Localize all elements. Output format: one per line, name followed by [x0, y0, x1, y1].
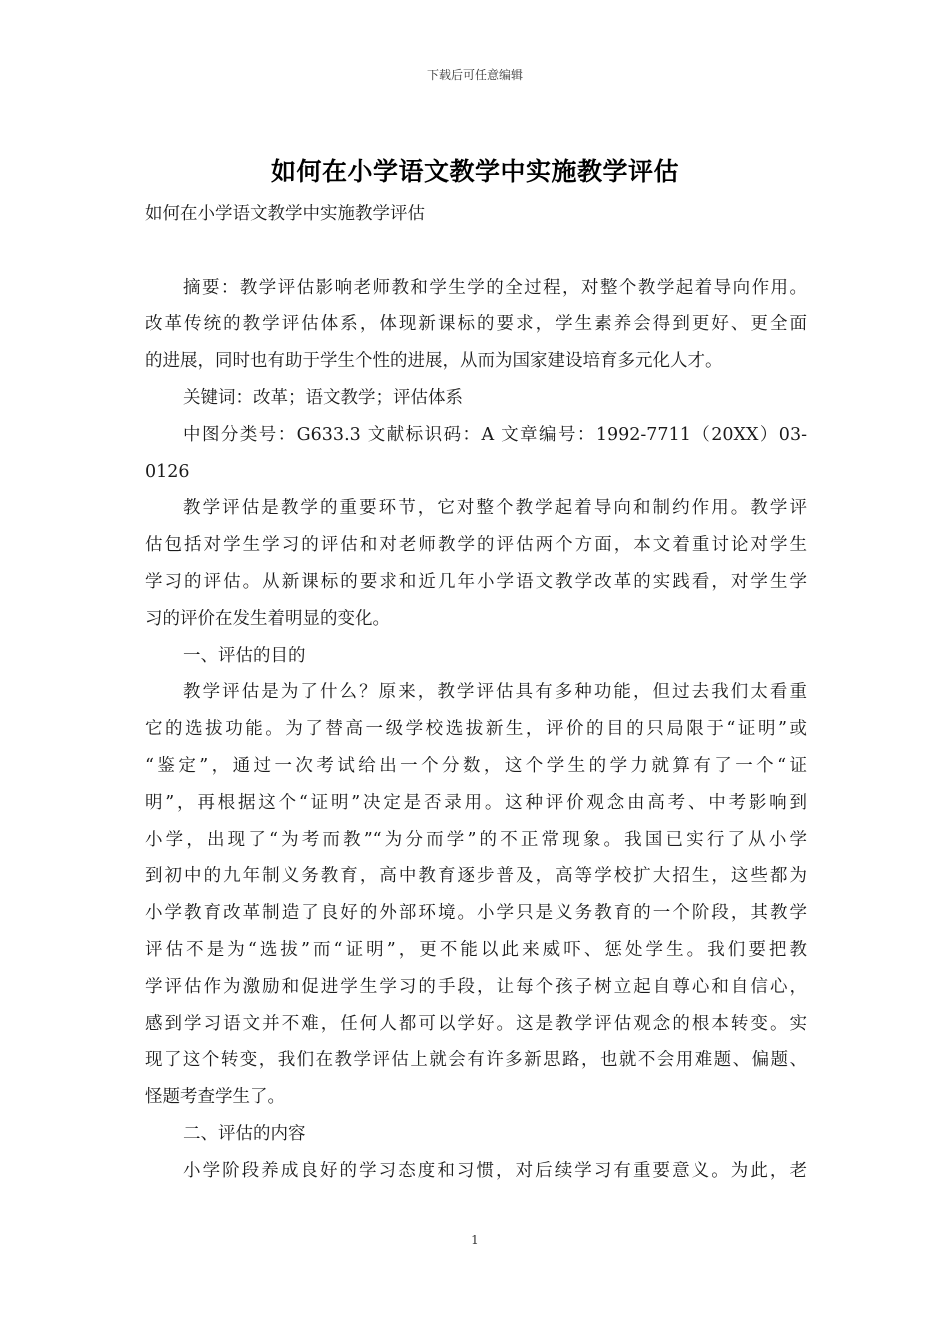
abstract-line: 改革传统的教学评估体系，体现新课标的要求，学生素养会得到更好、更全面: [145, 314, 807, 335]
intro-line: 估包括对学生学习的评估和对老师教学的评估两个方面，本文着重讨论对学生: [145, 535, 807, 556]
paragraph-line: 小学阶段养成良好的学习态度和习惯，对后续学习有重要意义。为此，老: [183, 1160, 807, 1181]
paragraph-line: 怪题考查学生了。: [145, 1087, 285, 1108]
intro-line: 学习的评估。从新课标的要求和近几年小学语文教学改革的实践看，对学生学: [145, 571, 807, 592]
paragraph-line: 它的选拔功能。为了替高一级学校选拔新生，评价的目的只局限于“证明”或: [145, 719, 807, 740]
abstract-line: 的进展，同时也有助于学生个性的进展，从而为国家建设培育多元化人才。: [145, 351, 723, 372]
classification-line: 0126: [145, 461, 190, 482]
paragraph-line: 教学评估是为了什么？原来，教学评估具有多种功能，但过去我们太看重: [183, 682, 807, 703]
paragraph-line: 小学教育改革制造了良好的外部环境。小学只是义务教育的一个阶段，其教学: [145, 903, 807, 924]
paragraph-line: 评估不是为“选拔”而“证明”，更不能以此来威吓、惩处学生。我们要把教: [145, 939, 807, 960]
section-heading: 一、评估的目的: [183, 645, 306, 666]
paragraph-line: 到初中的九年制义务教育，高中教育逐步普及，高等学校扩大招生，这些都为: [145, 866, 807, 887]
abstract-line: 摘要：教学评估影响老师教和学生学的全过程，对整个教学起着导向作用。: [183, 277, 807, 298]
classification-line: 中图分类号：G633.3 文献标识码：A 文章编号：1992-7711（20XX）03-: [183, 424, 807, 445]
header-note: 下载后可任意编辑: [426, 68, 523, 82]
paragraph-line: 小学，出现了“为考而教”“为分而学”的不正常现象。我国已实行了从小学: [145, 829, 807, 850]
paragraph-line: “鉴定”，通过一次考试给出一个分数，这个学生的学力就算有了一个“证: [145, 755, 807, 776]
paragraph-line: 感到学习语文并不难，任何人都可以学好。这是教学评估观念的根本转变。实: [145, 1013, 807, 1034]
paragraph-line: 学评估作为激励和促进学生学习的手段，让每个孩子树立起自尊心和自信心，: [145, 976, 807, 997]
subtitle: 如何在小学语文教学中实施教学评估: [145, 204, 425, 224]
paragraph-line: 明”，再根据这个“证明”决定是否录用。这种评价观念由高考、中考影响到: [145, 792, 807, 813]
section-heading: 二、评估的内容: [183, 1123, 306, 1144]
keywords: 关键词：改革；语文教学；评估体系: [183, 387, 463, 408]
document-body: [145, 196, 807, 1190]
intro-line: 教学评估是教学的重要环节，它对整个教学起着导向和制约作用。教学评: [183, 498, 807, 519]
paragraph-line: 现了这个转变，我们在教学评估上就会有许多新思路，也就不会用难题、偏题、: [145, 1050, 807, 1071]
intro-line: 习的评价在发生着明显的变化。: [145, 608, 390, 629]
document-title: 如何在小学语文教学中实施教学评估: [270, 157, 679, 186]
page-number: 1: [471, 1233, 479, 1247]
blank-line: [145, 233, 807, 270]
